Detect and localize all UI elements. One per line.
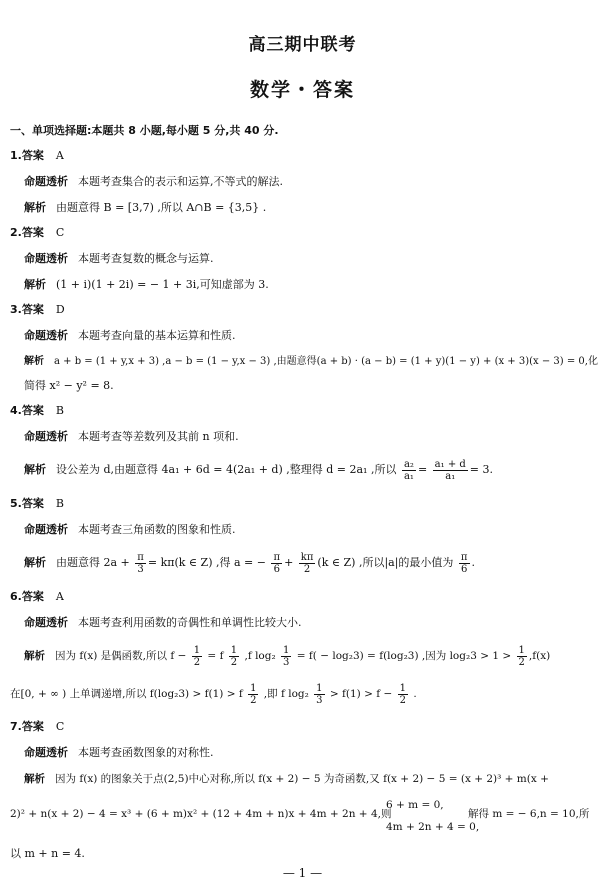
q3-solution: 解析 a + b = (1 + y,x + 3) ,a − b = (1 − y,x − 3) ,由题意得(a + b) · (a − b) = (1 + y)(1 − y) + (x + 3)(x − 3) = 0,化 xyxy=(24,356,598,367)
q2-answer: C xyxy=(55,226,65,239)
q7-solution: 解析 因为 f(x) 的图象关于点(2,5)中心对称,所以 f(x + 2) − 5 为奇函数,又 f(x + 2) − 5 = (x + 2)³ + m(x + xyxy=(24,773,549,785)
q3-answer-line: 3.答案 D xyxy=(10,303,65,316)
q7-solution-cont: 2)² + n(x + 2) − 4 = x³ + (6 + m)x² + (12 + 4m + n)x + 4m + 2n + 4,则 xyxy=(10,808,392,820)
page-number: — 1 — xyxy=(282,866,323,880)
q1-answer-line: 1.答案 A xyxy=(10,149,64,162)
q6-answer-line: 6.答案 A xyxy=(10,590,64,603)
q5-fraction-2: $\frac{\pi}{6}$ xyxy=(273,551,281,575)
q4-fraction-2: $\frac{\text{a₁ + d}}{\text{a₁}}$ xyxy=(434,458,466,482)
q4-fraction-1: $\frac{\text{a₂}}{\text{a₁}}$ xyxy=(403,458,414,482)
q7-analysis: 命题透析 本题考查函数图象的对称性. xyxy=(24,746,214,759)
q6-solution-cont: 在[0, + ∞ ) 上单调递增,所以 f(log₂3) > f(1) > f $\frac{1}{2}$ ,即 f log₂ $\frac{1}{3}$ > f(1) > f − $\frac{1}{2}$ . xyxy=(10,682,417,706)
q5-fraction-4: $\frac{\pi}{6}$ xyxy=(460,551,468,575)
q1-solution: 解析 由题意得 B = [3,7) ,所以 A∩B = {3,5} . xyxy=(24,201,267,214)
q2-solution: 解析 (1 + i)(1 + 2i) = − 1 + 3i,可知虚部为 3. xyxy=(24,278,269,291)
q3-solution-cont: 简得 x² − y² = 8. xyxy=(24,379,114,392)
q5-answer: B xyxy=(55,497,64,510)
exam-subtitle: 数学・答案 xyxy=(249,79,355,101)
q4-solution: 解析 设公差为 d,由题意得 4a₁ + 6d = 4(2a₁ + d) ,整理得 d = 2a₁ ,所以 $\frac{\text{a₂}}{\text{a₁}}$ = $\frac{\text{a₁ + d}}{\text{a₁}}$ = 3. xyxy=(24,458,493,482)
q4-answer-line: 4.答案 B xyxy=(10,404,64,417)
q6-answer: A xyxy=(55,590,64,603)
q5-answer-line: 5.答案 B xyxy=(10,497,64,510)
q6-analysis: 命题透析 本题考查利用函数的奇偶性和单调性比较大小. xyxy=(24,616,302,629)
q5-analysis: 命题透析 本题考查三角函数的图象和性质. xyxy=(24,523,236,536)
q5-fraction-3: $\frac{k\pi}{2}$ xyxy=(300,551,314,575)
q7-equation-system: 6 + m = 0, 4m + 2n + 4 = 0, xyxy=(386,799,480,833)
q5-fraction-1: $\frac{\pi}{3}$ xyxy=(137,551,144,575)
q2-answer-line: 2.答案 C xyxy=(10,226,65,239)
q4-analysis: 命题透析 本题考查等差数列及其前 n 项和. xyxy=(24,430,239,443)
q1-analysis: 命题透析 本题考查集合的表示和运算,不等式的解法. xyxy=(24,175,283,188)
q5-solution: 解析 由题意得 2a + $\frac{\pi}{3}$ = kπ(k ∈ Z) ,得 a = − $\frac{\pi}{6}$ + $\frac{k\pi}{2}$ (k ∈ Z) ,所以|a|的最小值为 $\frac{\pi}{6}$ . xyxy=(24,551,475,575)
q1-answer: A xyxy=(55,149,64,162)
q3-analysis: 命题透析 本题考查向量的基本运算和性质. xyxy=(24,329,236,342)
q2-analysis: 命题透析 本题考查复数的概念与运算. xyxy=(24,252,214,265)
q7-answer-line: 7.答案 C xyxy=(10,720,65,733)
exam-title: 高三期中联考 xyxy=(248,35,357,55)
q3-answer: D xyxy=(55,303,65,316)
q4-answer: B xyxy=(55,404,64,417)
q7-solution-result: 解得 m = − 6,n = 10,所 xyxy=(468,808,590,820)
section-heading: 一、单项选择题:本题共 8 小题,每小题 5 分,共 40 分. xyxy=(10,124,279,137)
q7-solution-final: 以 m + n = 4. xyxy=(10,847,85,860)
q7-answer: C xyxy=(55,720,65,733)
q6-solution: 解析 因为 f(x) 是偶函数,所以 f − $\frac{1}{2}$ = f $\frac{1}{2}$ ,f log₂ $\frac{1}{3}$ = f( − log₂3) = f(log₂3) ,因为 log₂3 > 1 > $\frac{1}{2}$ ,f(x) xyxy=(24,644,551,668)
